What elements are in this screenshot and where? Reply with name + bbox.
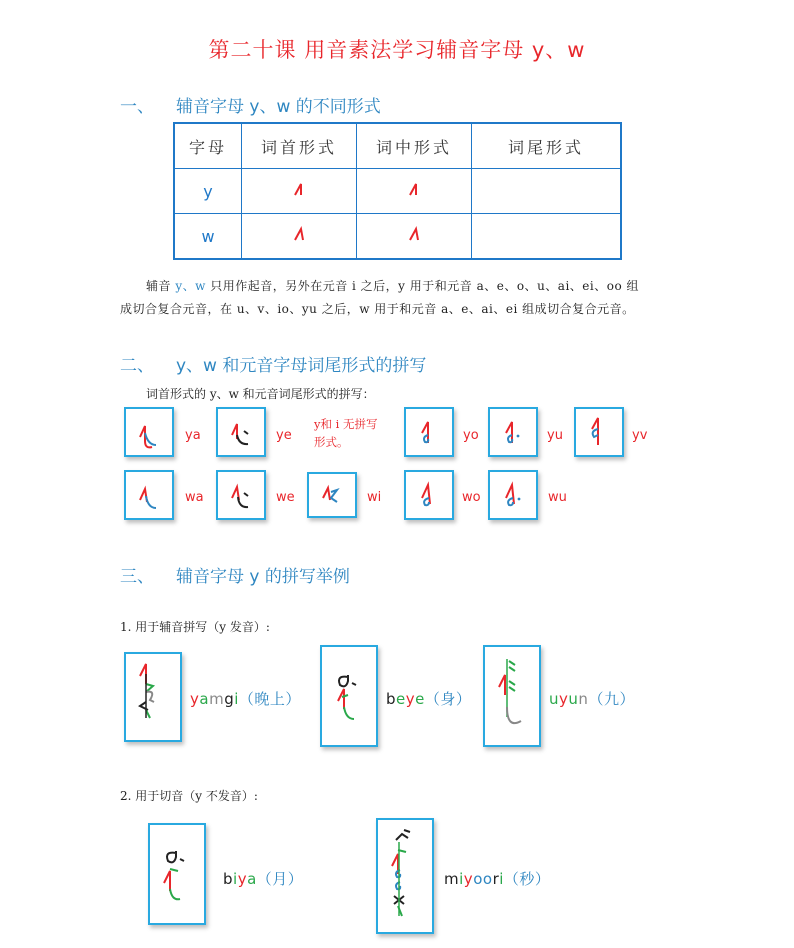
glyph-we	[218, 472, 264, 518]
word-part: y	[463, 870, 474, 888]
table-cell-medial-form	[357, 214, 472, 260]
word-part: o	[473, 870, 483, 888]
glyph-card-yv	[574, 407, 624, 457]
word-part: e	[396, 690, 406, 708]
example-1-intro: 1. 用于辅音拼写（y 发音）:	[120, 620, 270, 634]
label-wu: wu	[548, 490, 567, 505]
section-1-title: 辅音字母 y、w 的不同形式	[176, 97, 381, 117]
glyph-ye	[218, 409, 264, 455]
word-yamgi	[190, 688, 301, 709]
table-cell-initial-form	[242, 169, 357, 214]
letter-y-medial-glyph	[406, 180, 422, 198]
para-text: 辅音	[146, 279, 176, 293]
note-line: 形式。	[314, 435, 349, 449]
glyph-card-yo	[404, 407, 454, 457]
word-card-beye	[320, 645, 378, 747]
word-part: b	[386, 690, 397, 708]
word-part: i	[499, 870, 504, 888]
section-2-heading	[120, 351, 426, 376]
label-yo: yo	[463, 428, 479, 443]
word-part: y	[559, 690, 569, 708]
glyph-card-wa	[124, 470, 174, 520]
word-gloss: （晚上）	[238, 690, 301, 708]
table-cell-medial-form	[357, 169, 472, 214]
table-cell-final-form	[472, 169, 622, 214]
word-card-uyun	[483, 645, 541, 747]
section-2-intro: 词首形式的 y、w 和元音词尾形式的拼写：	[146, 387, 375, 401]
word-gloss: （月）	[256, 870, 304, 888]
word-part: o	[482, 870, 493, 888]
glyph-wi	[309, 474, 355, 516]
word-part: a	[199, 690, 210, 708]
label-ye: ye	[276, 428, 292, 443]
page-title: 第二十课 用音素法学习辅音字母 y、w	[208, 38, 586, 62]
glyph-uyun	[485, 647, 539, 745]
word-part: y	[190, 690, 200, 708]
word-part: i	[234, 690, 239, 708]
word-part: i	[459, 870, 464, 888]
table-cell-final-form	[472, 214, 622, 260]
glyph-card-we	[216, 470, 266, 520]
letter-forms-table	[173, 122, 622, 260]
glyph-beye	[322, 647, 376, 745]
table-row	[174, 169, 621, 214]
explanation-line-1	[146, 275, 706, 298]
word-gloss: （秒）	[503, 870, 551, 888]
label-yu: yu	[547, 428, 563, 443]
table-header: 词中形式	[357, 123, 472, 169]
glyph-wu	[490, 472, 536, 518]
word-uyun	[549, 688, 635, 709]
label-yv: yv	[632, 428, 648, 443]
label-wo: wo	[462, 490, 481, 505]
letter-y-initial-glyph	[291, 180, 307, 198]
word-card-miyoori	[376, 818, 434, 934]
glyph-wo	[406, 472, 452, 518]
word-part: u	[568, 690, 579, 708]
note-line: y和 i 无拼写	[314, 417, 378, 431]
word-part: a	[247, 870, 257, 888]
word-part: m	[444, 870, 460, 888]
table-header: 词尾形式	[472, 123, 622, 169]
label-wi: wi	[367, 490, 382, 505]
word-part: g	[224, 690, 235, 708]
word-part: y	[237, 870, 248, 888]
section-1-heading	[120, 92, 381, 117]
table-cell-letter: w	[174, 214, 242, 260]
glyph-ya	[126, 409, 172, 455]
section-1-number: 一、	[120, 97, 154, 117]
para-highlight: y、w	[175, 279, 206, 293]
glyph-yo	[406, 409, 452, 455]
section-2-title: y、w 和元音字母词尾形式的拼写	[176, 356, 427, 376]
table-cell-letter: y	[174, 169, 242, 214]
glyph-card-wu	[488, 470, 538, 520]
word-card-biya	[148, 823, 206, 925]
example-2-intro: 2. 用于切音（y 不发音）:	[120, 789, 258, 803]
glyph-card-wo	[404, 470, 454, 520]
section-2-number: 二、	[120, 356, 154, 376]
word-gloss: （九）	[588, 690, 635, 708]
word-miyoori	[444, 868, 550, 889]
section-3-title: 辅音字母 y 的拼写举例	[176, 567, 350, 587]
glyph-miyoori	[378, 820, 432, 932]
word-part: e	[415, 690, 425, 708]
table-row	[174, 214, 621, 260]
note-y-i	[314, 415, 378, 451]
glyph-card-ya	[124, 407, 174, 457]
table-cell-initial-form	[242, 214, 357, 260]
glyph-yamgi	[126, 654, 180, 740]
word-part: n	[578, 690, 589, 708]
label-wa: wa	[185, 490, 204, 505]
word-part: b	[223, 870, 234, 888]
explanation-line-2: 成切合复合元音，在 u、v、io、yu 之后，w 用于和元音 a、e、ai、ei 组成切合复合元音。	[120, 302, 635, 316]
para-text: 只用作起音，另外在元音 i 之后，y 用于和元音 a、e、o、u、ai、ei、oo 组	[205, 279, 639, 293]
label-ya: ya	[185, 428, 201, 443]
word-biya	[223, 868, 303, 889]
glyph-wa	[126, 472, 172, 518]
section-3-heading	[120, 562, 350, 587]
section-3-number: 三、	[120, 567, 154, 587]
word-part: r	[492, 870, 500, 888]
word-part: u	[549, 690, 560, 708]
label-we: we	[276, 490, 295, 505]
letter-w-medial-glyph	[406, 225, 422, 243]
word-card-yamgi	[124, 652, 182, 742]
word-part: i	[233, 870, 238, 888]
glyph-yv	[576, 409, 622, 455]
letter-w-initial-glyph	[291, 225, 307, 243]
word-part: y	[405, 690, 416, 708]
table-header-row	[174, 123, 621, 169]
word-part: m	[209, 690, 225, 708]
word-gloss: （身）	[424, 690, 472, 708]
table-header: 词首形式	[242, 123, 357, 169]
glyph-card-yu	[488, 407, 538, 457]
glyph-yu	[490, 409, 536, 455]
glyph-card-ye	[216, 407, 266, 457]
word-beye	[386, 688, 471, 709]
glyph-biya	[150, 825, 204, 923]
table-header: 字母	[174, 123, 242, 169]
glyph-card-wi	[307, 472, 357, 518]
